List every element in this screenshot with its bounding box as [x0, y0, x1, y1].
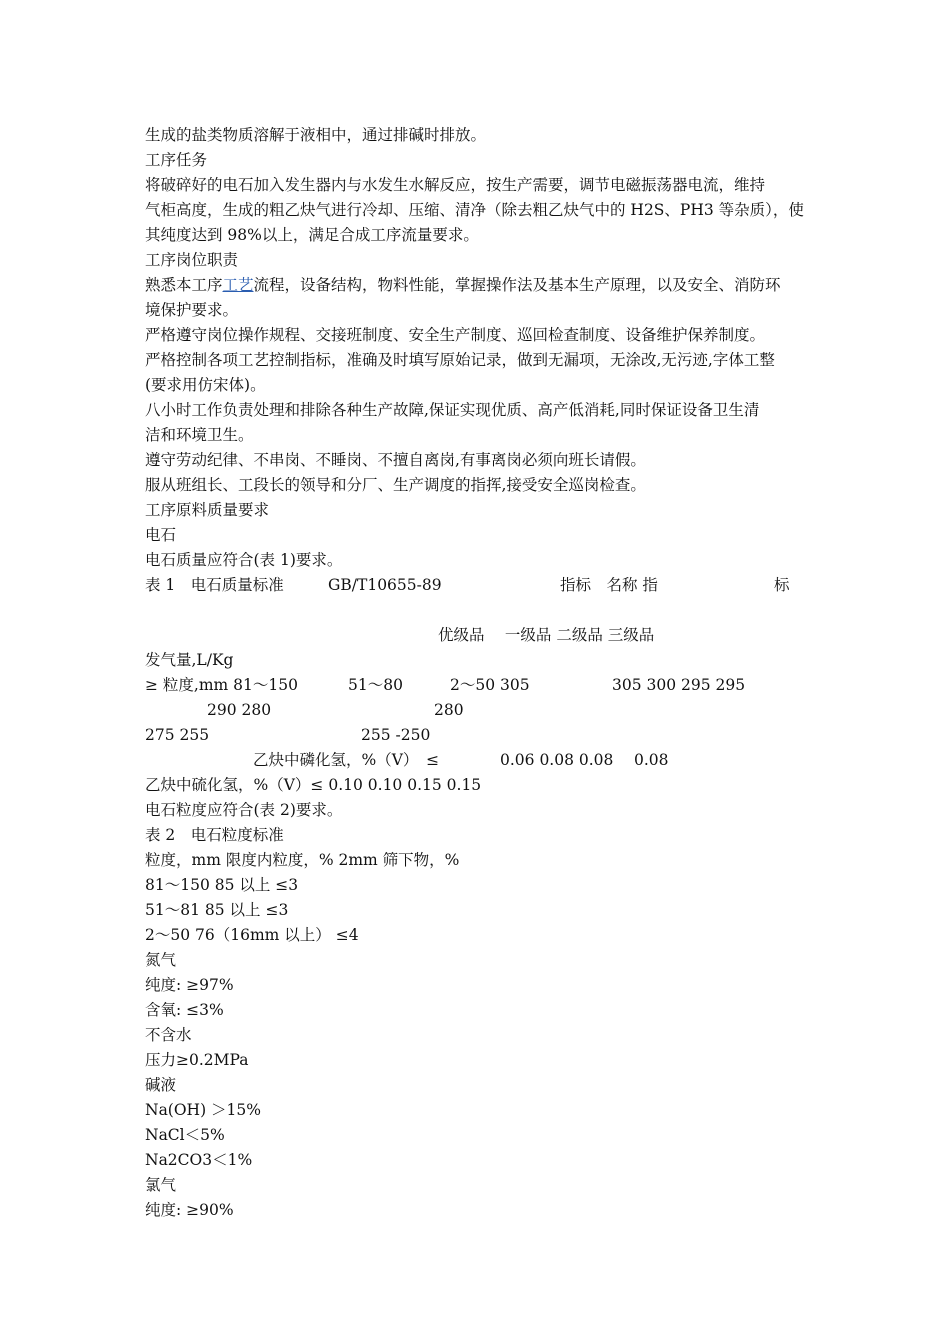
table1-cell: 280 [434, 701, 464, 719]
paragraph-line: 洁和环境卫生。 [145, 426, 254, 444]
paragraph-line: 严格遵守岗位操作规程、交接班制度、安全生产制度、巡回检查制度、设备维护保养制度。 [145, 326, 766, 344]
table2-header: 粒度，mm 限度内粒度，% 2mm 筛下物，% [145, 851, 460, 869]
paragraph-line [145, 275, 781, 295]
spec-line: 含氧: ≤3% [145, 1001, 224, 1019]
section-heading: 工序任务 [145, 151, 208, 169]
table1-cell: 2～50 305 [450, 676, 530, 694]
paragraph-line: 遵守劳动纪律、不串岗、不睡岗、不擅自离岗,有事离岗必须向班长请假。 [145, 451, 646, 469]
table1-header: 标 [774, 576, 790, 594]
spec-line: NaCl＜5% [145, 1126, 225, 1144]
paragraph-line: 将破碎好的电石加入发生器内与水发生水解反应，按生产需要，调节电磁振荡器电流，维持 [145, 176, 766, 194]
table1-standard-code: GB/T10655-89 [328, 576, 442, 594]
text-span: 流程，设备结构，物料性能，掌握操作法及基本生产原理，以及安全、消防环 [253, 276, 781, 294]
paragraph-line: 严格控制各项工艺控制指标，准确及时填写原始记录，做到无漏项，无涂改,无污迹,字体工整 [145, 351, 775, 369]
table1-row-label: 发气量,L/Kg [145, 651, 234, 669]
gongyi-link[interactable]: 工艺 [222, 276, 254, 294]
table1-caption: 表 1 电石质量标准 [145, 576, 284, 594]
table1-cell: 275 255 [145, 726, 210, 744]
spec-line: 压力≥0.2MPa [145, 1051, 249, 1069]
subsection-heading: 氯气 [145, 1176, 177, 1194]
paragraph-line: (要求用仿宋体)。 [145, 376, 266, 394]
subsection-heading: 电石 [145, 526, 177, 544]
table2-caption: 表 2 电石粒度标准 [145, 826, 284, 844]
paragraph-line: 生成的盐类物质溶解于液相中，通过排碱时排放。 [145, 126, 487, 144]
table1-cell: 290 280 [207, 701, 272, 719]
subsection-heading: 氮气 [145, 951, 177, 969]
section-heading: 工序岗位职责 [145, 251, 239, 269]
table1-row: 乙炔中硫化氢，%（V）≤ 0.10 0.10 0.15 0.15 [145, 776, 482, 794]
table1-row-label: 乙炔中磷化氢，%（V） ≤ [253, 751, 440, 769]
table1-cell: ≥ 粒度,mm 81～150 [145, 676, 298, 694]
table1-cell: 0.06 0.08 0.08 [500, 751, 614, 769]
text-span: 熟悉本工序 [145, 276, 223, 294]
spec-line: Na2CO3＜1% [145, 1151, 253, 1169]
paragraph-line: 电石粒度应符合(表 2)要求。 [145, 801, 343, 819]
table1-header: 指标 名称 指 [560, 576, 658, 594]
section-heading: 工序原料质量要求 [145, 501, 270, 519]
paragraph-line: 境保护要求。 [145, 301, 239, 319]
paragraph-line: 八小时工作负责处理和排除各种生产故障,保证实现优质、高产低消耗,同时保证设备卫生清 [145, 401, 760, 419]
table1-grades: 优级品 一级品 二级品 三级品 [438, 626, 655, 644]
paragraph-line: 服从班组长、工段长的领导和分厂、生产调度的指挥,接受安全巡岗检查。 [145, 476, 646, 494]
paragraph-line: 电石质量应符合(表 1)要求。 [145, 551, 343, 569]
spec-line: 不含水 [145, 1026, 192, 1044]
table1-cell: 0.08 [634, 751, 669, 769]
table2-row: 2～50 76（16mm 以上） ≤4 [145, 926, 359, 944]
table2-row: 81～150 85 以上 ≤3 [145, 876, 299, 894]
paragraph-line: 其纯度达到 98%以上，满足合成工序流量要求。 [145, 226, 479, 244]
spec-line: 纯度: ≥90% [145, 1201, 234, 1219]
paragraph-line: 气柜高度，生成的粗乙炔气进行冷却、压缩、清净（除去粗乙炔气中的 H2S、PH3 等杂质），使 [145, 201, 804, 219]
spec-line: Na(OH) ＞15% [145, 1101, 262, 1119]
table1-cell: 255 -250 [361, 726, 431, 744]
spec-line: 纯度: ≥97% [145, 976, 234, 994]
subsection-heading: 碱液 [145, 1076, 177, 1094]
table1-cell: 51～80 [348, 676, 403, 694]
table2-row: 51～81 85 以上 ≤3 [145, 901, 289, 919]
table1-cell: 305 300 295 295 [612, 676, 746, 694]
